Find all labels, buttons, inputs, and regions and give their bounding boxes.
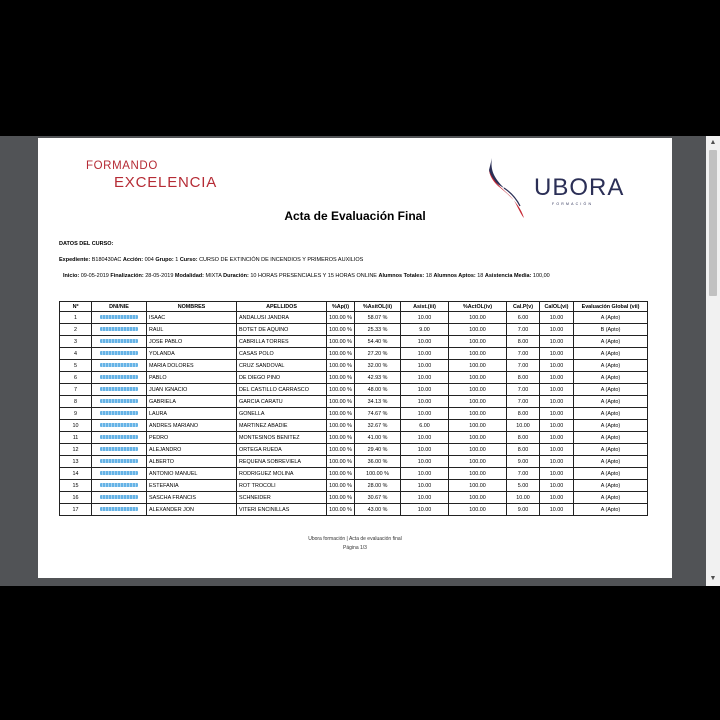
global-eval: B (Apto) bbox=[574, 324, 648, 336]
dni-redacted bbox=[92, 468, 147, 480]
pct-ap: 100.00 % bbox=[327, 480, 355, 492]
row-number: 1 bbox=[60, 312, 92, 324]
dni-redacted bbox=[92, 324, 147, 336]
asist: 10.00 bbox=[401, 456, 449, 468]
pct-asist-ol: 34.13 % bbox=[355, 396, 401, 408]
global-eval: A (Apto) bbox=[574, 348, 648, 360]
cal-p: 8.00 bbox=[507, 336, 540, 348]
table-row bbox=[60, 492, 648, 504]
pct-asist-ol: 54.40 % bbox=[355, 336, 401, 348]
pct-ap: 100.00 % bbox=[327, 420, 355, 432]
pct-act-ol: 100.00 bbox=[449, 348, 507, 360]
dni-redacted bbox=[92, 372, 147, 384]
dni-redacted bbox=[92, 504, 147, 516]
cal-ol: 10.00 bbox=[540, 420, 574, 432]
redaction-mark bbox=[100, 375, 138, 379]
table-row bbox=[60, 360, 648, 372]
redaction-mark bbox=[100, 399, 138, 403]
pct-act-ol: 100.00 bbox=[449, 492, 507, 504]
global-eval: A (Apto) bbox=[574, 456, 648, 468]
redaction-mark bbox=[100, 411, 138, 415]
pct-ap: 100.00 % bbox=[327, 468, 355, 480]
first-name: JOSE PABLO bbox=[147, 336, 237, 348]
cal-p: 9.00 bbox=[507, 504, 540, 516]
pct-ap: 100.00 % bbox=[327, 504, 355, 516]
pct-act-ol: 100.00 bbox=[449, 324, 507, 336]
dni-redacted bbox=[92, 456, 147, 468]
pct-act-ol: 100.00 bbox=[449, 468, 507, 480]
redaction-mark bbox=[100, 483, 138, 487]
document-page bbox=[38, 138, 672, 578]
row-number: 15 bbox=[60, 480, 92, 492]
pct-ap: 100.00 % bbox=[327, 456, 355, 468]
cal-ol: 10.00 bbox=[540, 324, 574, 336]
row-number: 6 bbox=[60, 372, 92, 384]
dni-redacted bbox=[92, 396, 147, 408]
asist: 9.00 bbox=[401, 324, 449, 336]
table-row bbox=[60, 480, 648, 492]
last-name: VITERI ENCINILLAS bbox=[237, 504, 327, 516]
first-name: LAURA bbox=[147, 408, 237, 420]
dni-redacted bbox=[92, 336, 147, 348]
first-name: SASCHA FRANCIS bbox=[147, 492, 237, 504]
global-eval: A (Apto) bbox=[574, 504, 648, 516]
col-header: Asist.(iii) bbox=[401, 302, 449, 312]
first-name: ALEXANDER JON bbox=[147, 504, 237, 516]
course-heading: DATOS DEL CURSO: bbox=[59, 241, 114, 247]
pct-ap: 100.00 % bbox=[327, 336, 355, 348]
cal-p: 8.00 bbox=[507, 408, 540, 420]
col-header: Evaluación Global (vii) bbox=[574, 302, 648, 312]
pct-asist-ol: 42.93 % bbox=[355, 372, 401, 384]
pct-asist-ol: 43.00 % bbox=[355, 504, 401, 516]
pct-asist-ol: 58.07 % bbox=[355, 312, 401, 324]
cal-p: 8.00 bbox=[507, 444, 540, 456]
row-number: 7 bbox=[60, 384, 92, 396]
dni-redacted bbox=[92, 420, 147, 432]
global-eval: A (Apto) bbox=[574, 384, 648, 396]
asist: 10.00 bbox=[401, 372, 449, 384]
redaction-mark bbox=[100, 363, 138, 367]
pct-ap: 100.00 % bbox=[327, 396, 355, 408]
pct-ap: 100.00 % bbox=[327, 492, 355, 504]
redaction-mark bbox=[100, 495, 138, 499]
pct-ap: 100.00 % bbox=[327, 432, 355, 444]
col-header: DNI/NIE bbox=[92, 302, 147, 312]
cal-ol: 10.00 bbox=[540, 360, 574, 372]
pct-ap: 100.00 % bbox=[327, 348, 355, 360]
first-name: PEDRO bbox=[147, 432, 237, 444]
table-row bbox=[60, 396, 648, 408]
table-row bbox=[60, 504, 648, 516]
asist: 10.00 bbox=[401, 444, 449, 456]
document-title: Acta de Evaluación Final bbox=[284, 209, 426, 223]
global-eval: A (Apto) bbox=[574, 312, 648, 324]
first-name: PABLO bbox=[147, 372, 237, 384]
pct-act-ol: 100.00 bbox=[449, 504, 507, 516]
cal-p: 7.00 bbox=[507, 468, 540, 480]
evaluation-table bbox=[59, 301, 648, 516]
cal-p: 10.00 bbox=[507, 420, 540, 432]
scroll-up-icon[interactable]: ▲ bbox=[709, 139, 717, 146]
col-header: %Ap(i) bbox=[327, 302, 355, 312]
table-row bbox=[60, 456, 648, 468]
global-eval: A (Apto) bbox=[574, 480, 648, 492]
pct-asist-ol: 32.00 % bbox=[355, 360, 401, 372]
pct-asist-ol: 41.00 % bbox=[355, 432, 401, 444]
redaction-mark bbox=[100, 459, 138, 463]
cal-ol: 10.00 bbox=[540, 504, 574, 516]
pdf-viewer bbox=[0, 136, 720, 586]
last-name: MARTINEZ ABADIE bbox=[237, 420, 327, 432]
last-name: GARCIA CARATU bbox=[237, 396, 327, 408]
global-eval: A (Apto) bbox=[574, 492, 648, 504]
col-header: Cal.P(v) bbox=[507, 302, 540, 312]
page-number: Página 1/3 bbox=[343, 545, 367, 551]
redaction-mark bbox=[100, 315, 138, 319]
row-number: 13 bbox=[60, 456, 92, 468]
pct-act-ol: 100.00 bbox=[449, 384, 507, 396]
dni-redacted bbox=[92, 492, 147, 504]
global-eval: A (Apto) bbox=[574, 360, 648, 372]
first-name: ANDRES MARIANO bbox=[147, 420, 237, 432]
redaction-mark bbox=[100, 351, 138, 355]
asist: 10.00 bbox=[401, 348, 449, 360]
cal-ol: 10.00 bbox=[540, 396, 574, 408]
last-name: CABRILLA TORRES bbox=[237, 336, 327, 348]
cal-ol: 10.00 bbox=[540, 468, 574, 480]
last-name: ROT TROCOLI bbox=[237, 480, 327, 492]
course-line-1: Expediente: B180430AC Acción: 004 Grupo: 1 Curso: CURSO DE EXTINCIÓN DE INCENDIOS Y PRIMEROS AUXILIOS bbox=[59, 257, 364, 263]
table-row bbox=[60, 312, 648, 324]
row-number: 4 bbox=[60, 348, 92, 360]
pct-ap: 100.00 % bbox=[327, 372, 355, 384]
vertical-scrollbar[interactable] bbox=[706, 136, 720, 586]
scroll-thumb[interactable] bbox=[709, 150, 717, 296]
row-number: 9 bbox=[60, 408, 92, 420]
logo-line-2: EXCELENCIA bbox=[114, 174, 218, 191]
last-name: DE DIEGO PINO bbox=[237, 372, 327, 384]
pct-asist-ol: 48.00 % bbox=[355, 384, 401, 396]
cal-p: 7.00 bbox=[507, 324, 540, 336]
cal-ol: 10.00 bbox=[540, 456, 574, 468]
dni-redacted bbox=[92, 384, 147, 396]
logo-line-1: FORMANDO bbox=[86, 160, 158, 172]
row-number: 17 bbox=[60, 504, 92, 516]
dni-redacted bbox=[92, 444, 147, 456]
redaction-mark bbox=[100, 471, 138, 475]
first-name: MARIA DOLORES bbox=[147, 360, 237, 372]
asist: 6.00 bbox=[401, 420, 449, 432]
table-row bbox=[60, 408, 648, 420]
course-line-2: Inicio: 09-05-2019 Finalización: 28-05-2019 Modalidad: MIXTA Duración: 10 HORAS PRESENCIALES Y 15 HORAS ONLINE Alumnos Totales: 18 Alumnos Aptos: 18 Asistencia Media: 100,00 bbox=[63, 273, 550, 279]
pct-asist-ol: 36.00 % bbox=[355, 456, 401, 468]
cal-ol: 10.00 bbox=[540, 432, 574, 444]
pct-ap: 100.00 % bbox=[327, 408, 355, 420]
col-header: Nº bbox=[60, 302, 92, 312]
pct-asist-ol: 29.40 % bbox=[355, 444, 401, 456]
cal-ol: 10.00 bbox=[540, 444, 574, 456]
cal-p: 7.00 bbox=[507, 348, 540, 360]
pct-act-ol: 100.00 bbox=[449, 336, 507, 348]
ubora-wordmark: UBORA bbox=[534, 174, 625, 201]
cal-p: 6.00 bbox=[507, 312, 540, 324]
dni-redacted bbox=[92, 312, 147, 324]
pct-asist-ol: 74.67 % bbox=[355, 408, 401, 420]
pct-act-ol: 100.00 bbox=[449, 372, 507, 384]
global-eval: A (Apto) bbox=[574, 468, 648, 480]
redaction-mark bbox=[100, 423, 138, 427]
table-row bbox=[60, 468, 648, 480]
pct-act-ol: 100.00 bbox=[449, 456, 507, 468]
row-number: 16 bbox=[60, 492, 92, 504]
table-row bbox=[60, 336, 648, 348]
pct-act-ol: 100.00 bbox=[449, 480, 507, 492]
global-eval: A (Apto) bbox=[574, 444, 648, 456]
redaction-mark bbox=[100, 447, 138, 451]
pct-act-ol: 100.00 bbox=[449, 432, 507, 444]
dni-redacted bbox=[92, 360, 147, 372]
first-name: GABRIELA bbox=[147, 396, 237, 408]
footer-text: Ubora formación | Acta de evaluación final bbox=[308, 536, 402, 542]
row-number: 14 bbox=[60, 468, 92, 480]
asist: 10.00 bbox=[401, 336, 449, 348]
formando-excelencia-logo bbox=[86, 160, 217, 191]
pct-asist-ol: 25.33 % bbox=[355, 324, 401, 336]
cal-p: 7.00 bbox=[507, 384, 540, 396]
pct-act-ol: 100.00 bbox=[449, 444, 507, 456]
cal-ol: 10.00 bbox=[540, 312, 574, 324]
cal-ol: 10.00 bbox=[540, 348, 574, 360]
pct-ap: 100.00 % bbox=[327, 384, 355, 396]
row-number: 11 bbox=[60, 432, 92, 444]
last-name: CASAS POLO bbox=[237, 348, 327, 360]
pct-ap: 100.00 % bbox=[327, 360, 355, 372]
asist: 10.00 bbox=[401, 360, 449, 372]
scroll-down-icon[interactable]: ▼ bbox=[709, 575, 717, 582]
cal-p: 9.00 bbox=[507, 456, 540, 468]
last-name: BOTET DE AQUINO bbox=[237, 324, 327, 336]
cal-p: 7.00 bbox=[507, 396, 540, 408]
table-row bbox=[60, 324, 648, 336]
first-name: YOLANDA bbox=[147, 348, 237, 360]
asist: 10.00 bbox=[401, 396, 449, 408]
global-eval: A (Apto) bbox=[574, 420, 648, 432]
pct-asist-ol: 100.00 % bbox=[355, 468, 401, 480]
last-name: GONELLA bbox=[237, 408, 327, 420]
dni-redacted bbox=[92, 432, 147, 444]
asist: 10.00 bbox=[401, 384, 449, 396]
pct-ap: 100.00 % bbox=[327, 324, 355, 336]
first-name: ESTEFANIA bbox=[147, 480, 237, 492]
asist: 10.00 bbox=[401, 468, 449, 480]
row-number: 10 bbox=[60, 420, 92, 432]
pct-act-ol: 100.00 bbox=[449, 360, 507, 372]
table-row bbox=[60, 372, 648, 384]
first-name: ISAAC bbox=[147, 312, 237, 324]
pct-ap: 100.00 % bbox=[327, 444, 355, 456]
cal-ol: 10.00 bbox=[540, 492, 574, 504]
redaction-mark bbox=[100, 507, 138, 511]
dni-redacted bbox=[92, 480, 147, 492]
global-eval: A (Apto) bbox=[574, 372, 648, 384]
first-name: JUAN IGNACIO bbox=[147, 384, 237, 396]
cal-ol: 10.00 bbox=[540, 384, 574, 396]
first-name: ANTONIO MANUEL bbox=[147, 468, 237, 480]
col-header: %AsitOL(ii) bbox=[355, 302, 401, 312]
ubora-subtitle: FORMACIÓN bbox=[552, 202, 594, 206]
pct-ap: 100.00 % bbox=[327, 312, 355, 324]
last-name: MONTESINOS BENITEZ bbox=[237, 432, 327, 444]
table-row bbox=[60, 444, 648, 456]
global-eval: A (Apto) bbox=[574, 396, 648, 408]
cal-ol: 10.00 bbox=[540, 336, 574, 348]
pct-act-ol: 100.00 bbox=[449, 420, 507, 432]
last-name: SCHNEIDER bbox=[237, 492, 327, 504]
cal-ol: 10.00 bbox=[540, 480, 574, 492]
pct-asist-ol: 28.00 % bbox=[355, 480, 401, 492]
asist: 10.00 bbox=[401, 312, 449, 324]
global-eval: A (Apto) bbox=[574, 336, 648, 348]
asist: 10.00 bbox=[401, 492, 449, 504]
col-header: CalOL(vi) bbox=[540, 302, 574, 312]
redaction-mark bbox=[100, 327, 138, 331]
row-number: 8 bbox=[60, 396, 92, 408]
global-eval: A (Apto) bbox=[574, 408, 648, 420]
asist: 10.00 bbox=[401, 504, 449, 516]
first-name: RAUL bbox=[147, 324, 237, 336]
table-header-row bbox=[60, 302, 648, 312]
last-name: CRUZ SANDOVAL bbox=[237, 360, 327, 372]
cal-ol: 10.00 bbox=[540, 372, 574, 384]
redaction-mark bbox=[100, 387, 138, 391]
first-name: ALBERTO bbox=[147, 456, 237, 468]
pct-act-ol: 100.00 bbox=[449, 396, 507, 408]
cal-p: 5.00 bbox=[507, 480, 540, 492]
pct-act-ol: 100.00 bbox=[449, 312, 507, 324]
table-row bbox=[60, 348, 648, 360]
last-name: DEL CASTILLO CARRASCO bbox=[237, 384, 327, 396]
dni-redacted bbox=[92, 408, 147, 420]
asist: 10.00 bbox=[401, 408, 449, 420]
cal-p: 8.00 bbox=[507, 372, 540, 384]
row-number: 3 bbox=[60, 336, 92, 348]
row-number: 12 bbox=[60, 444, 92, 456]
col-header: %ActOL(iv) bbox=[449, 302, 507, 312]
table-row bbox=[60, 420, 648, 432]
cal-p: 7.00 bbox=[507, 360, 540, 372]
pct-asist-ol: 32.67 % bbox=[355, 420, 401, 432]
first-name: ALEJANDRO bbox=[147, 444, 237, 456]
last-name: ORTEGA RUEDA bbox=[237, 444, 327, 456]
last-name: RODRIGUEZ MOLINA bbox=[237, 468, 327, 480]
cal-p: 10.00 bbox=[507, 492, 540, 504]
redaction-mark bbox=[100, 339, 138, 343]
dni-redacted bbox=[92, 348, 147, 360]
global-eval: A (Apto) bbox=[574, 432, 648, 444]
last-name: ANDALUSI JANDRA bbox=[237, 312, 327, 324]
row-number: 2 bbox=[60, 324, 92, 336]
cal-p: 8.00 bbox=[507, 432, 540, 444]
redaction-mark bbox=[100, 435, 138, 439]
asist: 10.00 bbox=[401, 480, 449, 492]
table-row bbox=[60, 384, 648, 396]
pct-asist-ol: 30.67 % bbox=[355, 492, 401, 504]
col-header: APELLIDOS bbox=[237, 302, 327, 312]
pct-asist-ol: 27.20 % bbox=[355, 348, 401, 360]
asist: 10.00 bbox=[401, 432, 449, 444]
cal-ol: 10.00 bbox=[540, 408, 574, 420]
pct-act-ol: 100.00 bbox=[449, 408, 507, 420]
col-header: NOMBRES bbox=[147, 302, 237, 312]
row-number: 5 bbox=[60, 360, 92, 372]
table-row bbox=[60, 432, 648, 444]
last-name: REQUENA SOBREVIELA bbox=[237, 456, 327, 468]
